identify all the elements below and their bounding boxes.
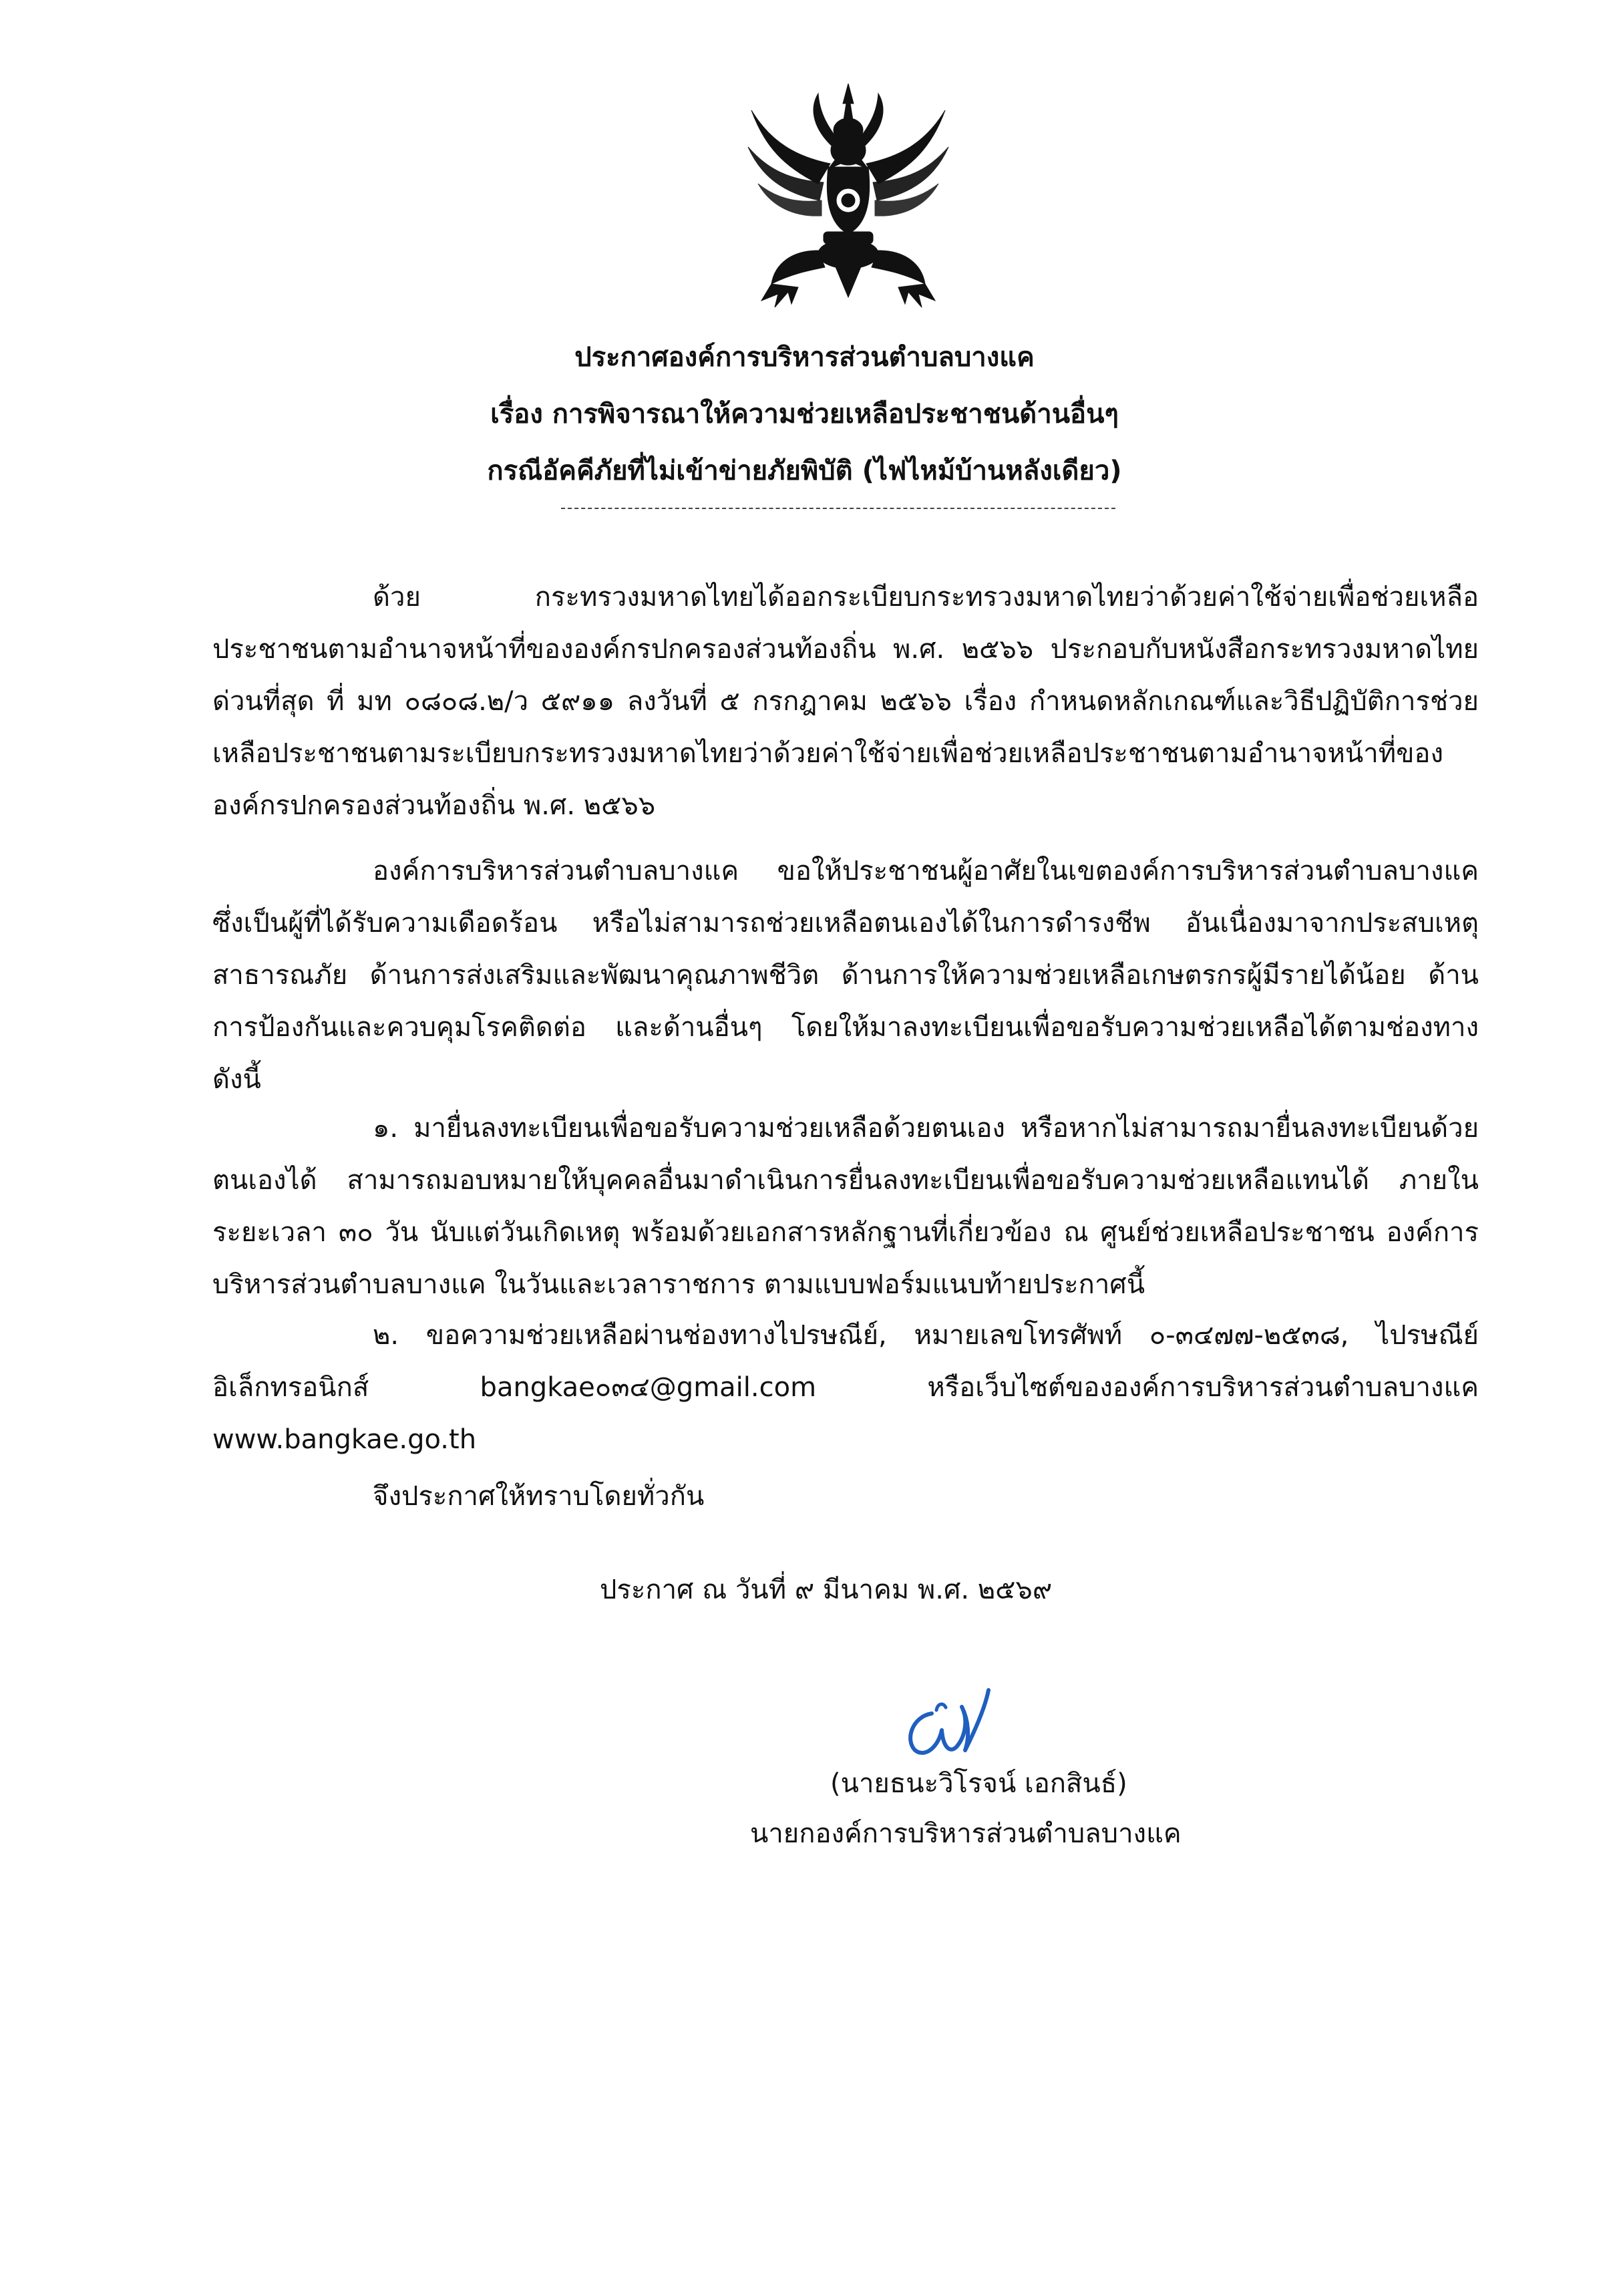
heading-divider xyxy=(561,508,1115,509)
paragraph-invitation: องค์การบริหารส่วนตำบลบางแค ขอให้ประชาชนผู้อาศัยในเขตองค์การบริหารส่วนตำบลบางแค ซึ่งเป็นผู้ที่ได้รับความเดือดร้อน หรือไม่สามารถช่วยเหลือตนเองได้ในการดำรงชีพ อันเนื่องมาจากประสบเหตุสาธารณภัย ด้านการส่งเสริมและพัฒนาคุณภาพชีวิต ด้านการให้ความช่วยเหลือเกษตรกรผู้มีรายได้น้อย ด้านการป้องกันและควบคุมโรคติดต่อ และด้านอื่นๆ โดยให้มาลงทะเบียนเพื่อขอรับความช่วยเหลือได้ตามช่องทาง ดังนี้ xyxy=(212,856,1479,1095)
announcement-case: กรณีอัคคีภัยที่ไม่เข้าข่ายภัยพิบัติ (ไฟไหม้บ้านหลังเดียว) xyxy=(487,456,1122,486)
signatory-position: นายกองค์การบริหารส่วนตำบลบางแค xyxy=(750,1818,1182,1849)
paragraph-background: ด้วย กระทรวงมหาดไทยได้ออกระเบียบกระทรวงมหาดไทยว่าด้วยค่าใช้จ่ายเพื่อช่วยเหลือประชาชนตามอำนาจหน้าที่ขององค์กรปกครองส่วนท้องถิ่น พ.ศ. ๒๕๖๖ ประกอบกับหนังสือกระทรวงมหาดไทย ด่วนที่สุด ที่ มท ๐๘๐๘.๒/ว ๕๙๑๑ ลงวันที่ ๕ กรกฎาคม ๒๕๖๖ เรื่อง กำหนดหลักเกณฑ์และวิธีปฏิบัติการช่วยเหลือประชาชนตามระเบียบกระทรวงมหาดไทยว่าด้วยค่าใช้จ่ายเพื่อช่วยเหลือประชาชนตามอำนาจหน้าที่ขององค์กรปกครองส่วนท้องถิ่น พ.ศ. ๒๕๖๖ xyxy=(212,582,1479,821)
list-item-in-person: ๑. มายื่นลงทะเบียนเพื่อขอรับความช่วยเหลือด้วยตนเอง หรือหากไม่สามารถมายื่นลงทะเบียนด้วยตนเองได้ สามารถมอบหมายให้บุคคลอื่นมาดำเนินการยื่นลงทะเบียนเพื่อขอรับความช่วยเหลือแทนได้ ภายในระยะเวลา ๓๐ วัน นับแต่วันเกิดเหตุ พร้อมด้วยเอกสารหลักฐานที่เกี่ยวข้อง ณ ศูนย์ช่วยเหลือประชาชน องค์การบริหารส่วนตำบลบางแค ในวันและเวลาราชการ ตามแบบฟอร์มแนบท้ายประกาศนี้ xyxy=(212,1113,1479,1300)
announcement-date: ประกาศ ณ วันที่ ๙ มีนาคม พ.ศ. ๒๕๖๙ xyxy=(600,1575,1053,1605)
announcement-title: ประกาศองค์การบริหารส่วนตำบลบางแค xyxy=(574,342,1035,373)
handwritten-signature-icon xyxy=(895,1683,995,1770)
closing-statement: จึงประกาศให้ทราบโดยทั่วกัน xyxy=(373,1481,705,1512)
garuda-emblem-icon xyxy=(745,84,952,311)
announcement-subject: เรื่อง การพิจารณาให้ความช่วยเหลือประชาชนด้านอื่นๆ xyxy=(490,399,1119,430)
list-item-remote-channels: ๒. ขอความช่วยเหลือผ่านช่องทางไปรษณีย์, หมายเลขโทรศัพท์ ๐-๓๔๗๗-๒๕๓๘, ไปรษณีย์อิเล็กทรอนิกส์ bangkae๐๓๔@gmail.com หรือเว็บไซต์ขององค์การบริหารส่วนตำบลบางแค www.bangkae.go.th xyxy=(212,1320,1479,1455)
signatory-name: (นายธนะวิโรจน์ เอกสินธ์) xyxy=(830,1768,1127,1799)
